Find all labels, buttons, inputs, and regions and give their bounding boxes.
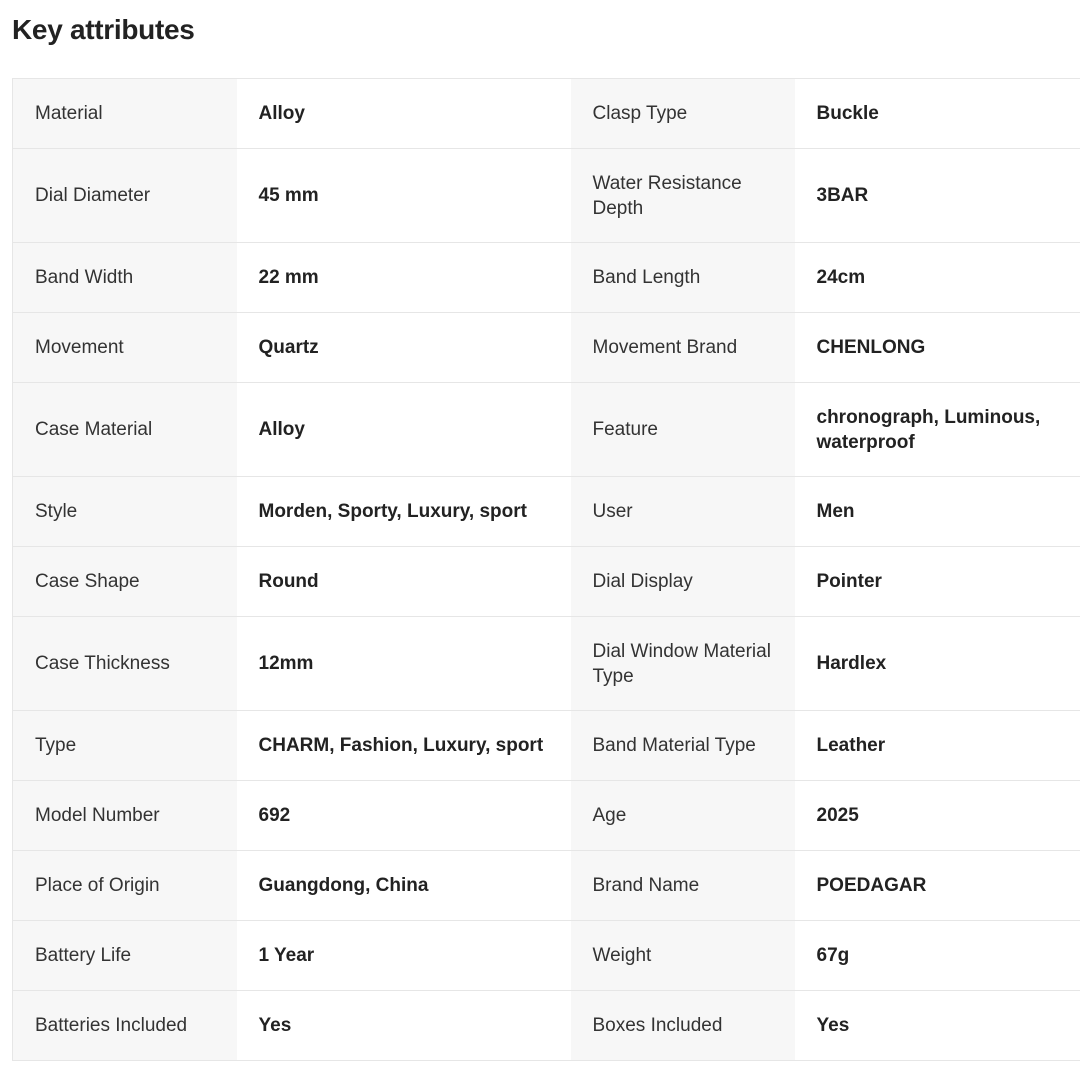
attribute-value: Alloy bbox=[237, 79, 571, 149]
attribute-value: 45 mm bbox=[237, 149, 571, 243]
table-row bbox=[13, 313, 1080, 383]
attribute-value: POEDAGAR bbox=[795, 851, 1080, 921]
attribute-value: Yes bbox=[237, 991, 571, 1061]
attribute-label: Movement bbox=[13, 313, 237, 383]
attribute-value: Hardlex bbox=[795, 617, 1080, 711]
attribute-value: Guangdong, China bbox=[237, 851, 571, 921]
table-row bbox=[13, 617, 1080, 711]
attribute-value: Round bbox=[237, 547, 571, 617]
attribute-label: Case Thickness bbox=[13, 617, 237, 711]
attribute-label: Clasp Type bbox=[571, 79, 795, 149]
attribute-value: 3BAR bbox=[795, 149, 1080, 243]
attribute-label: Batteries Included bbox=[13, 991, 237, 1061]
table-row bbox=[13, 477, 1080, 547]
attribute-value: Alloy bbox=[237, 383, 571, 477]
attribute-label: Battery Life bbox=[13, 921, 237, 991]
attribute-value: 12mm bbox=[237, 617, 571, 711]
attribute-value: Pointer bbox=[795, 547, 1080, 617]
table-row bbox=[13, 921, 1080, 991]
attribute-label: Dial Diameter bbox=[13, 149, 237, 243]
table-row bbox=[13, 851, 1080, 921]
key-attributes-table bbox=[12, 78, 1080, 1061]
attribute-value: Leather bbox=[795, 711, 1080, 781]
attribute-value: chronograph, Luminous, waterproof bbox=[795, 383, 1080, 477]
attribute-value: 22 mm bbox=[237, 243, 571, 313]
attribute-value: Buckle bbox=[795, 79, 1080, 149]
attribute-label: Style bbox=[13, 477, 237, 547]
attribute-value: 692 bbox=[237, 781, 571, 851]
attribute-label: Movement Brand bbox=[571, 313, 795, 383]
attribute-label: Weight bbox=[571, 921, 795, 991]
attribute-label: Age bbox=[571, 781, 795, 851]
attribute-value: Morden, Sporty, Luxury, sport bbox=[237, 477, 571, 547]
attribute-label: User bbox=[571, 477, 795, 547]
attribute-label: Feature bbox=[571, 383, 795, 477]
section-title: Key attributes bbox=[12, 14, 195, 45]
table-row bbox=[13, 711, 1080, 781]
attribute-label: Band Width bbox=[13, 243, 237, 313]
attribute-label: Type bbox=[13, 711, 237, 781]
attribute-label: Dial Display bbox=[571, 547, 795, 617]
attribute-value: 24cm bbox=[795, 243, 1080, 313]
attribute-label: Dial Window Material Type bbox=[571, 617, 795, 711]
attribute-label: Band Material Type bbox=[571, 711, 795, 781]
table-row bbox=[13, 781, 1080, 851]
attribute-label: Material bbox=[13, 79, 237, 149]
attribute-value: Yes bbox=[795, 991, 1080, 1061]
attribute-value: 1 Year bbox=[237, 921, 571, 991]
attribute-value: Quartz bbox=[237, 313, 571, 383]
attribute-label: Brand Name bbox=[571, 851, 795, 921]
attribute-label: Boxes Included bbox=[571, 991, 795, 1061]
attribute-label: Model Number bbox=[13, 781, 237, 851]
attribute-value: CHARM, Fashion, Luxury, sport bbox=[237, 711, 571, 781]
attribute-value: Men bbox=[795, 477, 1080, 547]
attribute-value: 2025 bbox=[795, 781, 1080, 851]
attribute-value: 67g bbox=[795, 921, 1080, 991]
attribute-label: Water Resistance Depth bbox=[571, 149, 795, 243]
table-row bbox=[13, 79, 1080, 149]
table-row bbox=[13, 991, 1080, 1061]
table-row bbox=[13, 149, 1080, 243]
attribute-value: CHENLONG bbox=[795, 313, 1080, 383]
attribute-label: Case Shape bbox=[13, 547, 237, 617]
attribute-label: Place of Origin bbox=[13, 851, 237, 921]
table-row bbox=[13, 547, 1080, 617]
attribute-label: Band Length bbox=[571, 243, 795, 313]
table-row bbox=[13, 383, 1080, 477]
table-row bbox=[13, 243, 1080, 313]
attribute-label: Case Material bbox=[13, 383, 237, 477]
